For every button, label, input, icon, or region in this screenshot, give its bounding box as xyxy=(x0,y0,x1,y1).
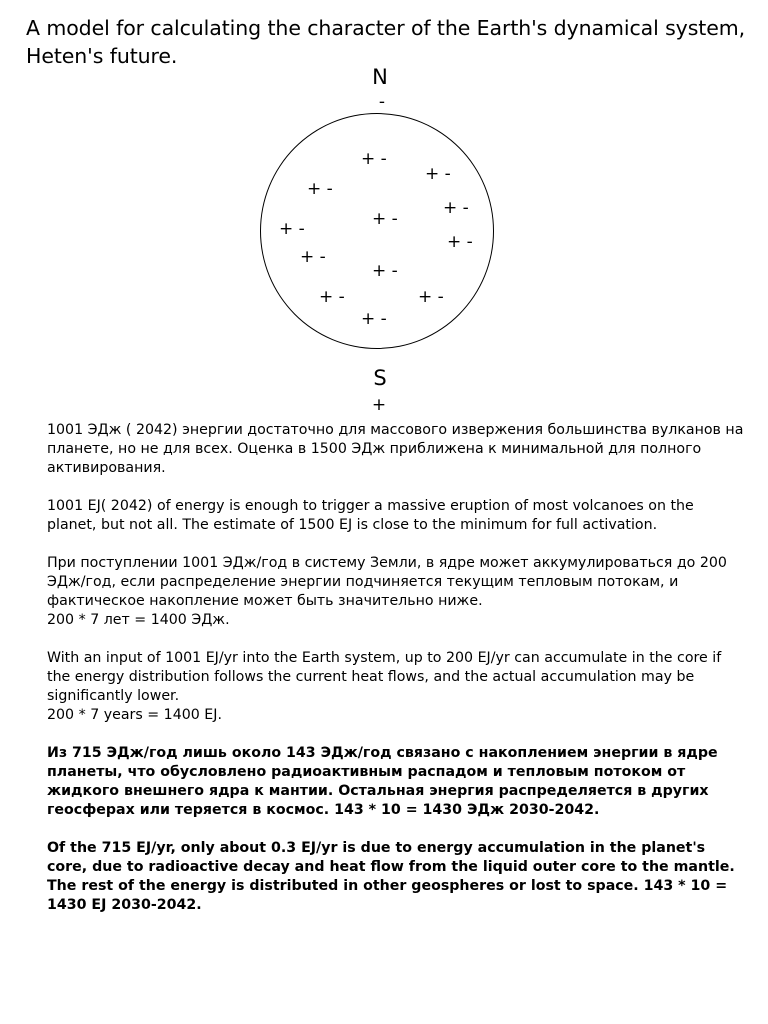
charge-pair: + - xyxy=(300,247,326,267)
charge-pair: + - xyxy=(361,149,387,169)
page-title: A model for calculating the character of the Earth's dynamical system, Heten's future. xyxy=(26,16,746,68)
charge-pair: + - xyxy=(447,232,473,252)
paragraph-ru-1: 1001 ЭДж ( 2042) энергии достаточно для массового извержения большинства вулканов на планете, но не для всех. Оценка в 1500 ЭДж приближена к минимальной для полного активирования. xyxy=(47,422,744,476)
charge-pair: + - xyxy=(361,309,387,329)
body-text xyxy=(47,421,747,934)
charge-pair: + - xyxy=(279,219,305,239)
paragraph-en-3: Of the 715 EJ/yr, only about 0.3 EJ/yr is due to energy accumulation in the planet's core, due to radioactive decay and heat flow from the liquid outer core to the mantle. The rest of the energy is distributed in other geospheres or lost to space. 143 * 10 = 1430 EJ 2030-2042. xyxy=(47,840,735,913)
paragraph-en-2-calc: 200 * 7 years = 1400 EJ. xyxy=(47,707,222,723)
south-pole-sign: + xyxy=(371,395,387,415)
charge-pair: + - xyxy=(443,198,469,218)
north-pole-sign: - xyxy=(378,92,386,112)
charge-pair: + - xyxy=(307,179,333,199)
paragraph-ru-3: Из 715 ЭДж/год лишь около 143 ЭДж/год связано с накоплением энергии в ядре планеты, что обусловлено радиоактивным распадом и тепловым потоком от жидкого внешнего ядра к мантии. Остальная энергия распределяется в других геосферах или теряется в космос. 143 * 10 = 1430 ЭДж 2030-2042. xyxy=(47,745,718,818)
charge-pair: + - xyxy=(319,287,345,307)
paragraph-ru-2-calc: 200 * 7 лет = 1400 ЭДж. xyxy=(47,612,230,628)
charge-pair: + - xyxy=(372,209,398,229)
south-pole-label: S xyxy=(373,366,387,390)
charge-pair: + - xyxy=(418,287,444,307)
paragraph-ru-2: При поступлении 1001 ЭДж/год в систему Земли, в ядре может аккумулироваться до 200 ЭДж/год, если распределение энергии подчиняется текущим тепловым потокам, и фактическое накопление может быть значительно ниже. xyxy=(47,555,727,609)
paragraph-en-1: 1001 EJ( 2042) of energy is enough to trigger a massive eruption of most volcanoes on the planet, but not all. The estimate of 1500 EJ is close to the minimum for full activation. xyxy=(47,498,694,533)
north-pole-label: N xyxy=(372,65,388,89)
charge-pair: + - xyxy=(425,164,451,184)
charge-pair: + - xyxy=(372,261,398,281)
paragraph-en-2: With an input of 1001 EJ/yr into the Earth system, up to 200 EJ/yr can accumulate in the core if the energy distribution follows the current heat flows, and the actual accumulation may be significantly lower. xyxy=(47,650,722,704)
